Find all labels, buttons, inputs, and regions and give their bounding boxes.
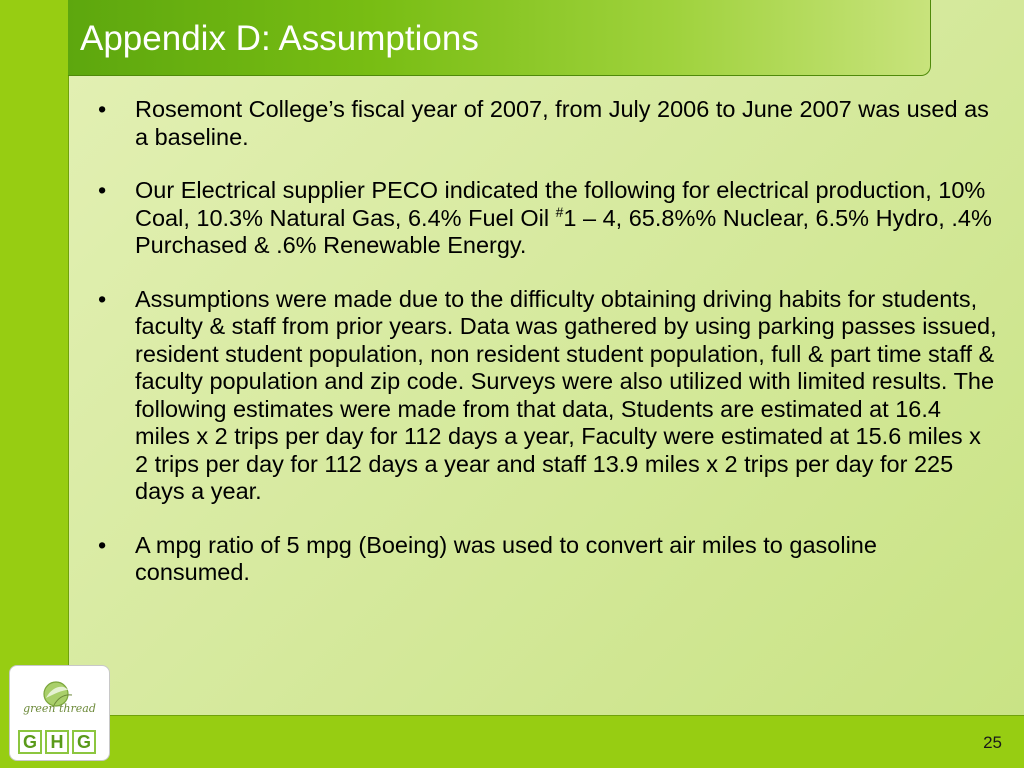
bullet-item-baseline (98, 96, 998, 151)
logo-script-text: green thread (23, 702, 96, 715)
footer-bar (0, 716, 1024, 768)
bullet-text: A mpg ratio of 5 mpg (Boeing) was used to convert air miles to gasoline consumed. (135, 531, 877, 585)
left-frame-stripe (0, 0, 68, 768)
bullet-text: Rosemont College’s fiscal year of 2007, from July 2006 to June 2007 was used as a baseline. (135, 96, 989, 150)
bullet-text: Our Electrical supplier PECO indicated the following for electrical production, 10% Coal, 10.3% Natural Gas, 6.4% Fuel Oil (135, 177, 986, 231)
bullet-item-electrical (98, 177, 998, 260)
slide-title: Appendix D: Assumptions (80, 19, 479, 58)
logo-letter-h: H (45, 730, 69, 754)
logo-letter-g2: G (72, 730, 96, 754)
bullet-icon: • (98, 285, 107, 312)
bullet-icon: • (98, 531, 107, 558)
bullet-superscript: # (555, 203, 564, 220)
bullet-list (98, 96, 998, 613)
ghg-logo (9, 665, 110, 761)
logo-letters (18, 730, 96, 754)
bullet-icon: • (98, 177, 107, 203)
logo-letter-g1: G (18, 730, 42, 754)
bullet-item-driving (98, 286, 998, 506)
bullet-icon: • (98, 96, 107, 122)
bullet-item-mpg (98, 532, 998, 587)
page-number: 25 (983, 733, 1002, 752)
bullet-text: Assumptions were made due to the difficulty obtaining driving habits for students, faculty & staff from prior years. Data was gathered by using parking passes issued, resident student population, non resident student population, full & part time staff & faculty population and zip code. Surveys were also utilized with limited results. The following estimates were made from that data, Students are estimated at 16.4 miles x 2 trips per day for 112 days a year, Faculty were estimated at 15.6 miles x 2 trips per day for 112 days a year and staff 13.9 miles x 2 trips per day for 225 days a year. (135, 285, 997, 504)
bullet-text-continued: 1 – 4, 65.8%% Nuclear, 6.5% Hydro, .4% Purchased & .6% Renewable Energy. (135, 204, 992, 258)
